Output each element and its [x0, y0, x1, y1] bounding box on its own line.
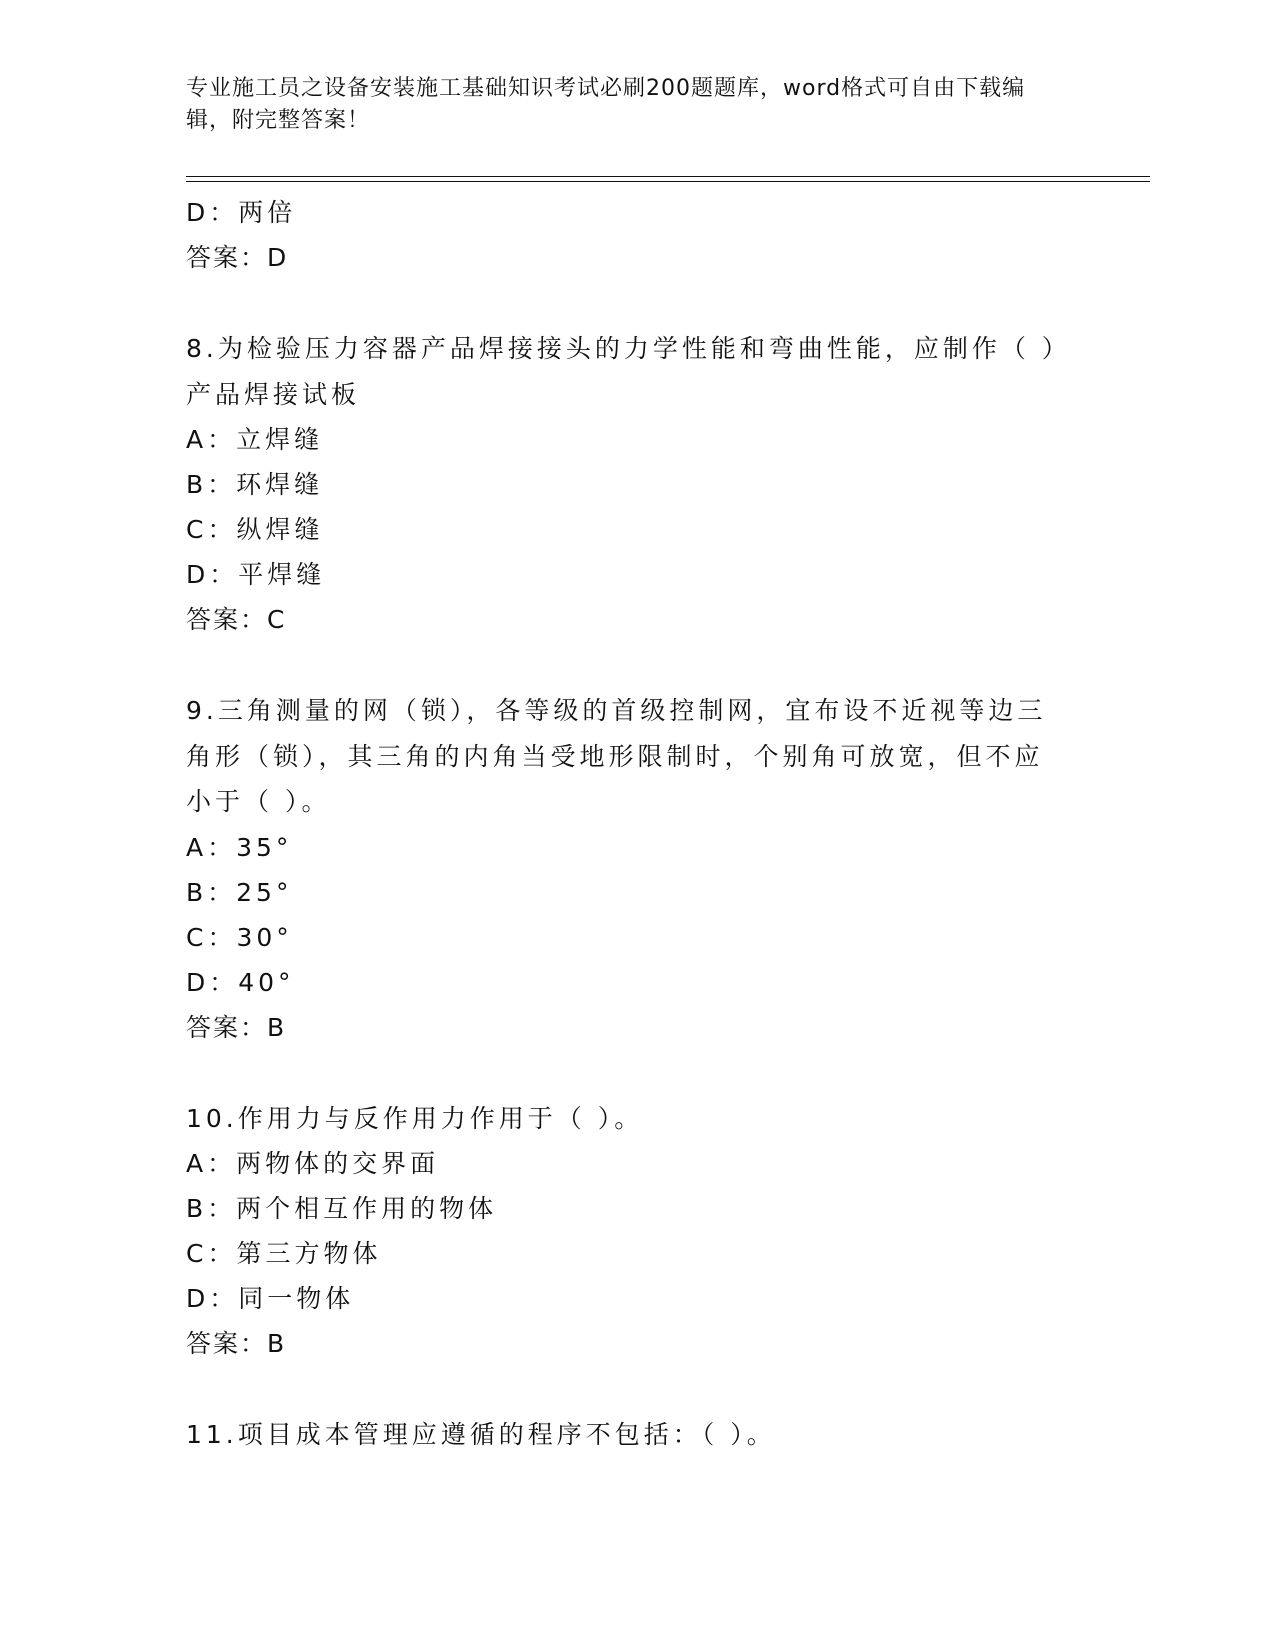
option-d: D：两倍: [186, 198, 297, 227]
question-stem: 10.作用力与反作用力作用于（ ）。: [186, 1103, 644, 1133]
question-stem: 11.项目成本管理应遵循的程序不包括：（ ）。: [186, 1420, 776, 1449]
question-10: [186, 1096, 1086, 1367]
spacer: [186, 1366, 1086, 1412]
question-stem: 8.为检验压力容器产品焊接接头的力学性能和弯曲性能，应制作（ ）产品焊接试板: [186, 334, 1059, 409]
spacer: [186, 280, 1086, 326]
question-8: [186, 326, 1086, 642]
option-a: A：35°: [186, 832, 293, 862]
option-b: B：25°: [186, 877, 293, 907]
option-a: A：两物体的交界面: [186, 1149, 440, 1178]
question-11: [186, 1412, 1086, 1458]
answer-line: 答案：B: [186, 1012, 287, 1042]
spacer: [186, 1050, 1086, 1096]
answer-line: 答案：B: [186, 1329, 287, 1358]
header-rule-top: [186, 176, 1150, 177]
question-7-tail: [186, 190, 1086, 280]
question-9: [186, 688, 1086, 1050]
document-header: 专业施工员之设备安装施工基础知识考试必刷200题题库，word格式可自由下载编辑，附完整答案！: [186, 76, 1026, 133]
answer-line: 答案：C: [186, 605, 287, 634]
option-b: B：两个相互作用的物体: [186, 1194, 498, 1223]
spacer: [186, 642, 1086, 688]
header-rule-bottom: [186, 181, 1150, 182]
answer-line: 答案：D: [186, 243, 289, 272]
option-d: D：同一物体: [186, 1284, 355, 1313]
question-stem: 9.三角测量的网（锁），各等级的首级控制网，宜布设不近视等边三角形（锁），其三角的内角当受地形限制时，个别角可放宽，但不应小于（ ）。: [186, 696, 1047, 816]
option-c: C：第三方物体: [186, 1239, 382, 1268]
option-c: C：纵焊缝: [186, 515, 324, 544]
option-b: B：环焊缝: [186, 470, 324, 499]
option-a: A：立焊缝: [186, 425, 324, 454]
option-c: C：30°: [186, 922, 293, 952]
option-d: D：平焊缝: [186, 560, 326, 589]
option-d: D：40°: [186, 967, 295, 997]
question-content: [186, 190, 1086, 1458]
